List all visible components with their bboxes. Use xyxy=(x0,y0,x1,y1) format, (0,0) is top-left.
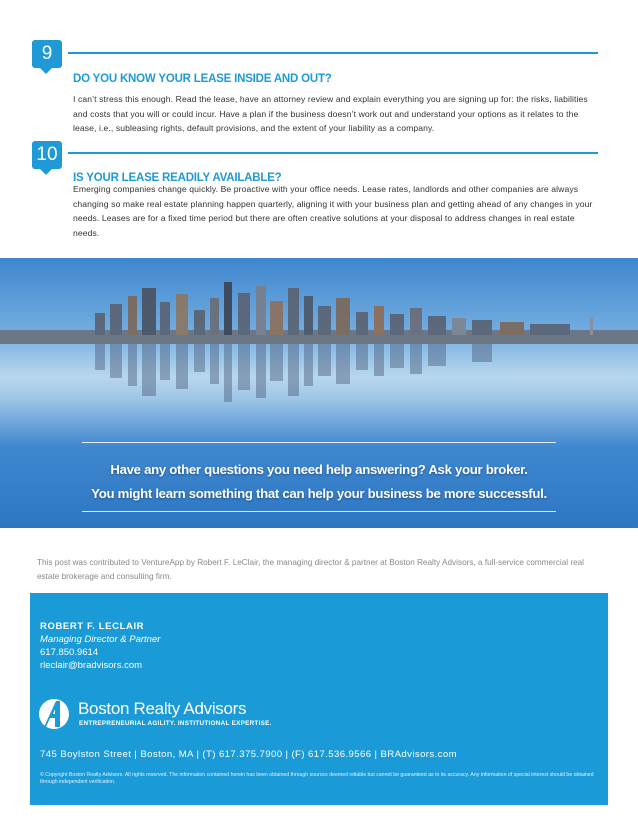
item-body: I can’t stress this enough. Read the lease, have an attorney review and explain everything you are signing up for: the risks, liabilities and costs that you will or could incur. Have a plan if the business doesn’t work out and understand your options as it relates to the lease, i.e., subleasing rights, default provisions, and the extent of your liability as a company. xyxy=(73,94,588,133)
item-title: DO YOU KNOW YOUR LEASE INSIDE AND OUT? xyxy=(73,73,332,85)
item-body: Emerging companies change quickly. Be proactive with your office needs. Lease rates, landlords and other companies are always changing so make real estate planning happen quarterly, aligning it with your business plan and getting ahead of any changes in your needs. Leases are for a fixed time period but there are often creative solutions at your disposal to address changes in real estate needs. xyxy=(73,184,593,238)
section-divider xyxy=(68,52,598,54)
contact-email-link[interactable]: rleclair@bradvisors.com xyxy=(40,660,143,671)
section-divider xyxy=(68,152,598,154)
banner-question: Have any other questions you need help answering? Ask your broker. xyxy=(110,462,528,477)
contribution-note: This post was contributed to VentureApp by Robert F. LeClair, the managing director & partner at Boston Realty Advisors, a full-service commercial real estate brokerage and consulting firm. xyxy=(37,558,584,581)
contact-role: Managing Director & Partner xyxy=(40,634,161,645)
contact-footer xyxy=(30,593,608,805)
city-skyline-photo xyxy=(0,258,638,528)
contact-phone[interactable]: 617.850.9614 xyxy=(40,647,99,658)
company-logo-name: Boston Realty Advisors xyxy=(78,699,247,718)
item-number-badge: 10 xyxy=(32,141,62,169)
company-address: 745 Boylston Street | Boston, MA | (T) 617.375.7900 | (F) 617.536.9566 | BRAdvisors.com xyxy=(40,749,457,760)
banner-divider-top xyxy=(82,442,556,443)
item-number-badge: 9 xyxy=(32,40,62,68)
banner-statement: You might learn something that can help your business be more successful. xyxy=(91,486,547,501)
banner-divider-bottom xyxy=(82,511,556,512)
contact-name: ROBERT F. LECLAIR xyxy=(40,621,145,632)
item-title: IS YOUR LEASE READILY AVAILABLE? xyxy=(73,172,282,184)
copyright-notice: © Copyright Boston Realty Advisors. All rights reserved. The information contained herein has been obtained through sources deemed reliable but cannot be guaranteed as to its accuracy. Any information of special interest should be obtained through independent verification. xyxy=(40,772,594,785)
company-tagline: ENTREPRENEURIAL AGILITY. INSTITUTIONAL EXPERTISE. xyxy=(79,720,272,727)
company-logo-icon xyxy=(36,697,72,731)
